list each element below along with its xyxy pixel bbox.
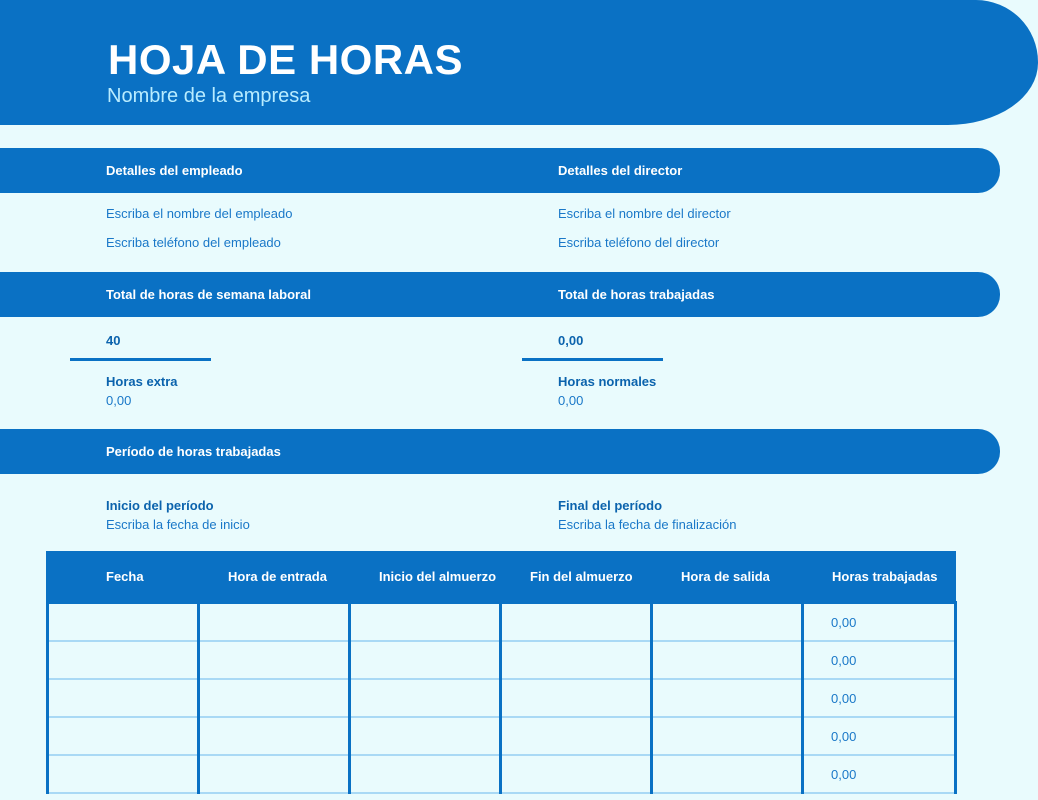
lunch-end-cell[interactable] <box>501 641 652 679</box>
period-end-label: Final del período <box>558 498 663 513</box>
lunch-start-cell[interactable] <box>350 755 501 793</box>
regular-hours-value: 0,00 <box>558 393 584 408</box>
overtime-value: 0,00 <box>106 393 132 408</box>
lunch-start-cell[interactable] <box>350 641 501 679</box>
date-cell[interactable] <box>48 679 199 717</box>
clock-out-cell[interactable] <box>652 679 803 717</box>
clock-in-cell[interactable] <box>199 603 350 642</box>
clock-in-cell[interactable] <box>199 755 350 793</box>
table-header-row <box>48 551 956 603</box>
worked-hours-label: Total de horas trabajadas <box>558 287 715 302</box>
hours-worked-cell: 0,00 <box>803 717 956 755</box>
lunch-end-cell[interactable] <box>501 755 652 793</box>
regular-hours-label: Horas normales <box>558 374 657 389</box>
clock-out-cell[interactable] <box>652 717 803 755</box>
clock-in-cell[interactable] <box>199 679 350 717</box>
table-row <box>48 641 956 679</box>
clock-out-cell[interactable] <box>652 603 803 642</box>
details-bar <box>0 148 1000 193</box>
date-cell[interactable] <box>48 641 199 679</box>
lunch-start-cell[interactable] <box>350 717 501 755</box>
lunch-end-cell[interactable] <box>501 603 652 642</box>
column-header-hours-worked: Horas trabajadas <box>803 551 956 603</box>
timesheet-table <box>46 551 957 794</box>
hours-worked-cell: 0,00 <box>803 755 956 793</box>
worked-hours-underline <box>522 358 663 361</box>
lunch-start-cell[interactable] <box>350 603 501 642</box>
lunch-end-cell[interactable] <box>501 717 652 755</box>
column-header-clock-out: Hora de salida <box>652 551 803 603</box>
week-hours-value[interactable]: 40 <box>106 333 121 348</box>
date-cell[interactable] <box>48 603 199 642</box>
period-end-field[interactable]: Escriba la fecha de finalización <box>558 517 737 532</box>
date-cell[interactable] <box>48 717 199 755</box>
hours-worked-cell: 0,00 <box>803 641 956 679</box>
table-row <box>48 717 956 755</box>
column-header-clock-in: Hora de entrada <box>199 551 350 603</box>
director-details-label: Detalles del director <box>558 163 683 178</box>
column-header-lunch-start: Inicio del almuerzo <box>350 551 501 603</box>
director-name-field[interactable]: Escriba el nombre del director <box>558 206 731 221</box>
period-start-field[interactable]: Escriba la fecha de inicio <box>106 517 250 532</box>
clock-out-cell[interactable] <box>652 755 803 793</box>
table-row <box>48 679 956 717</box>
overtime-label: Horas extra <box>106 374 178 389</box>
company-name[interactable]: Nombre de la empresa <box>107 85 311 107</box>
lunch-end-cell[interactable] <box>501 679 652 717</box>
worked-hours-value: 0,00 <box>558 333 584 348</box>
lunch-start-cell[interactable] <box>350 679 501 717</box>
date-cell[interactable] <box>48 755 199 793</box>
totals-bar <box>0 272 1000 317</box>
hours-worked-cell: 0,00 <box>803 679 956 717</box>
clock-in-cell[interactable] <box>199 641 350 679</box>
period-bar <box>0 429 1000 474</box>
period-start-label: Inicio del período <box>106 498 214 513</box>
column-header-lunch-end: Fin del almuerzo <box>501 551 652 603</box>
week-hours-underline <box>70 358 211 361</box>
week-hours-label: Total de horas de semana laboral <box>106 287 311 302</box>
clock-in-cell[interactable] <box>199 717 350 755</box>
employee-name-field[interactable]: Escriba el nombre del empleado <box>106 206 293 221</box>
page-title: HOJA DE HORAS <box>108 36 463 83</box>
table-row <box>48 755 956 793</box>
clock-out-cell[interactable] <box>652 641 803 679</box>
director-phone-field[interactable]: Escriba teléfono del director <box>558 235 720 250</box>
employee-phone-field[interactable]: Escriba teléfono del empleado <box>106 235 281 250</box>
employee-details-label: Detalles del empleado <box>106 163 243 178</box>
hours-worked-cell: 0,00 <box>803 603 956 642</box>
table-row <box>48 603 956 642</box>
period-section-label: Período de horas trabajadas <box>106 444 281 459</box>
column-header-date: Fecha <box>48 551 199 603</box>
